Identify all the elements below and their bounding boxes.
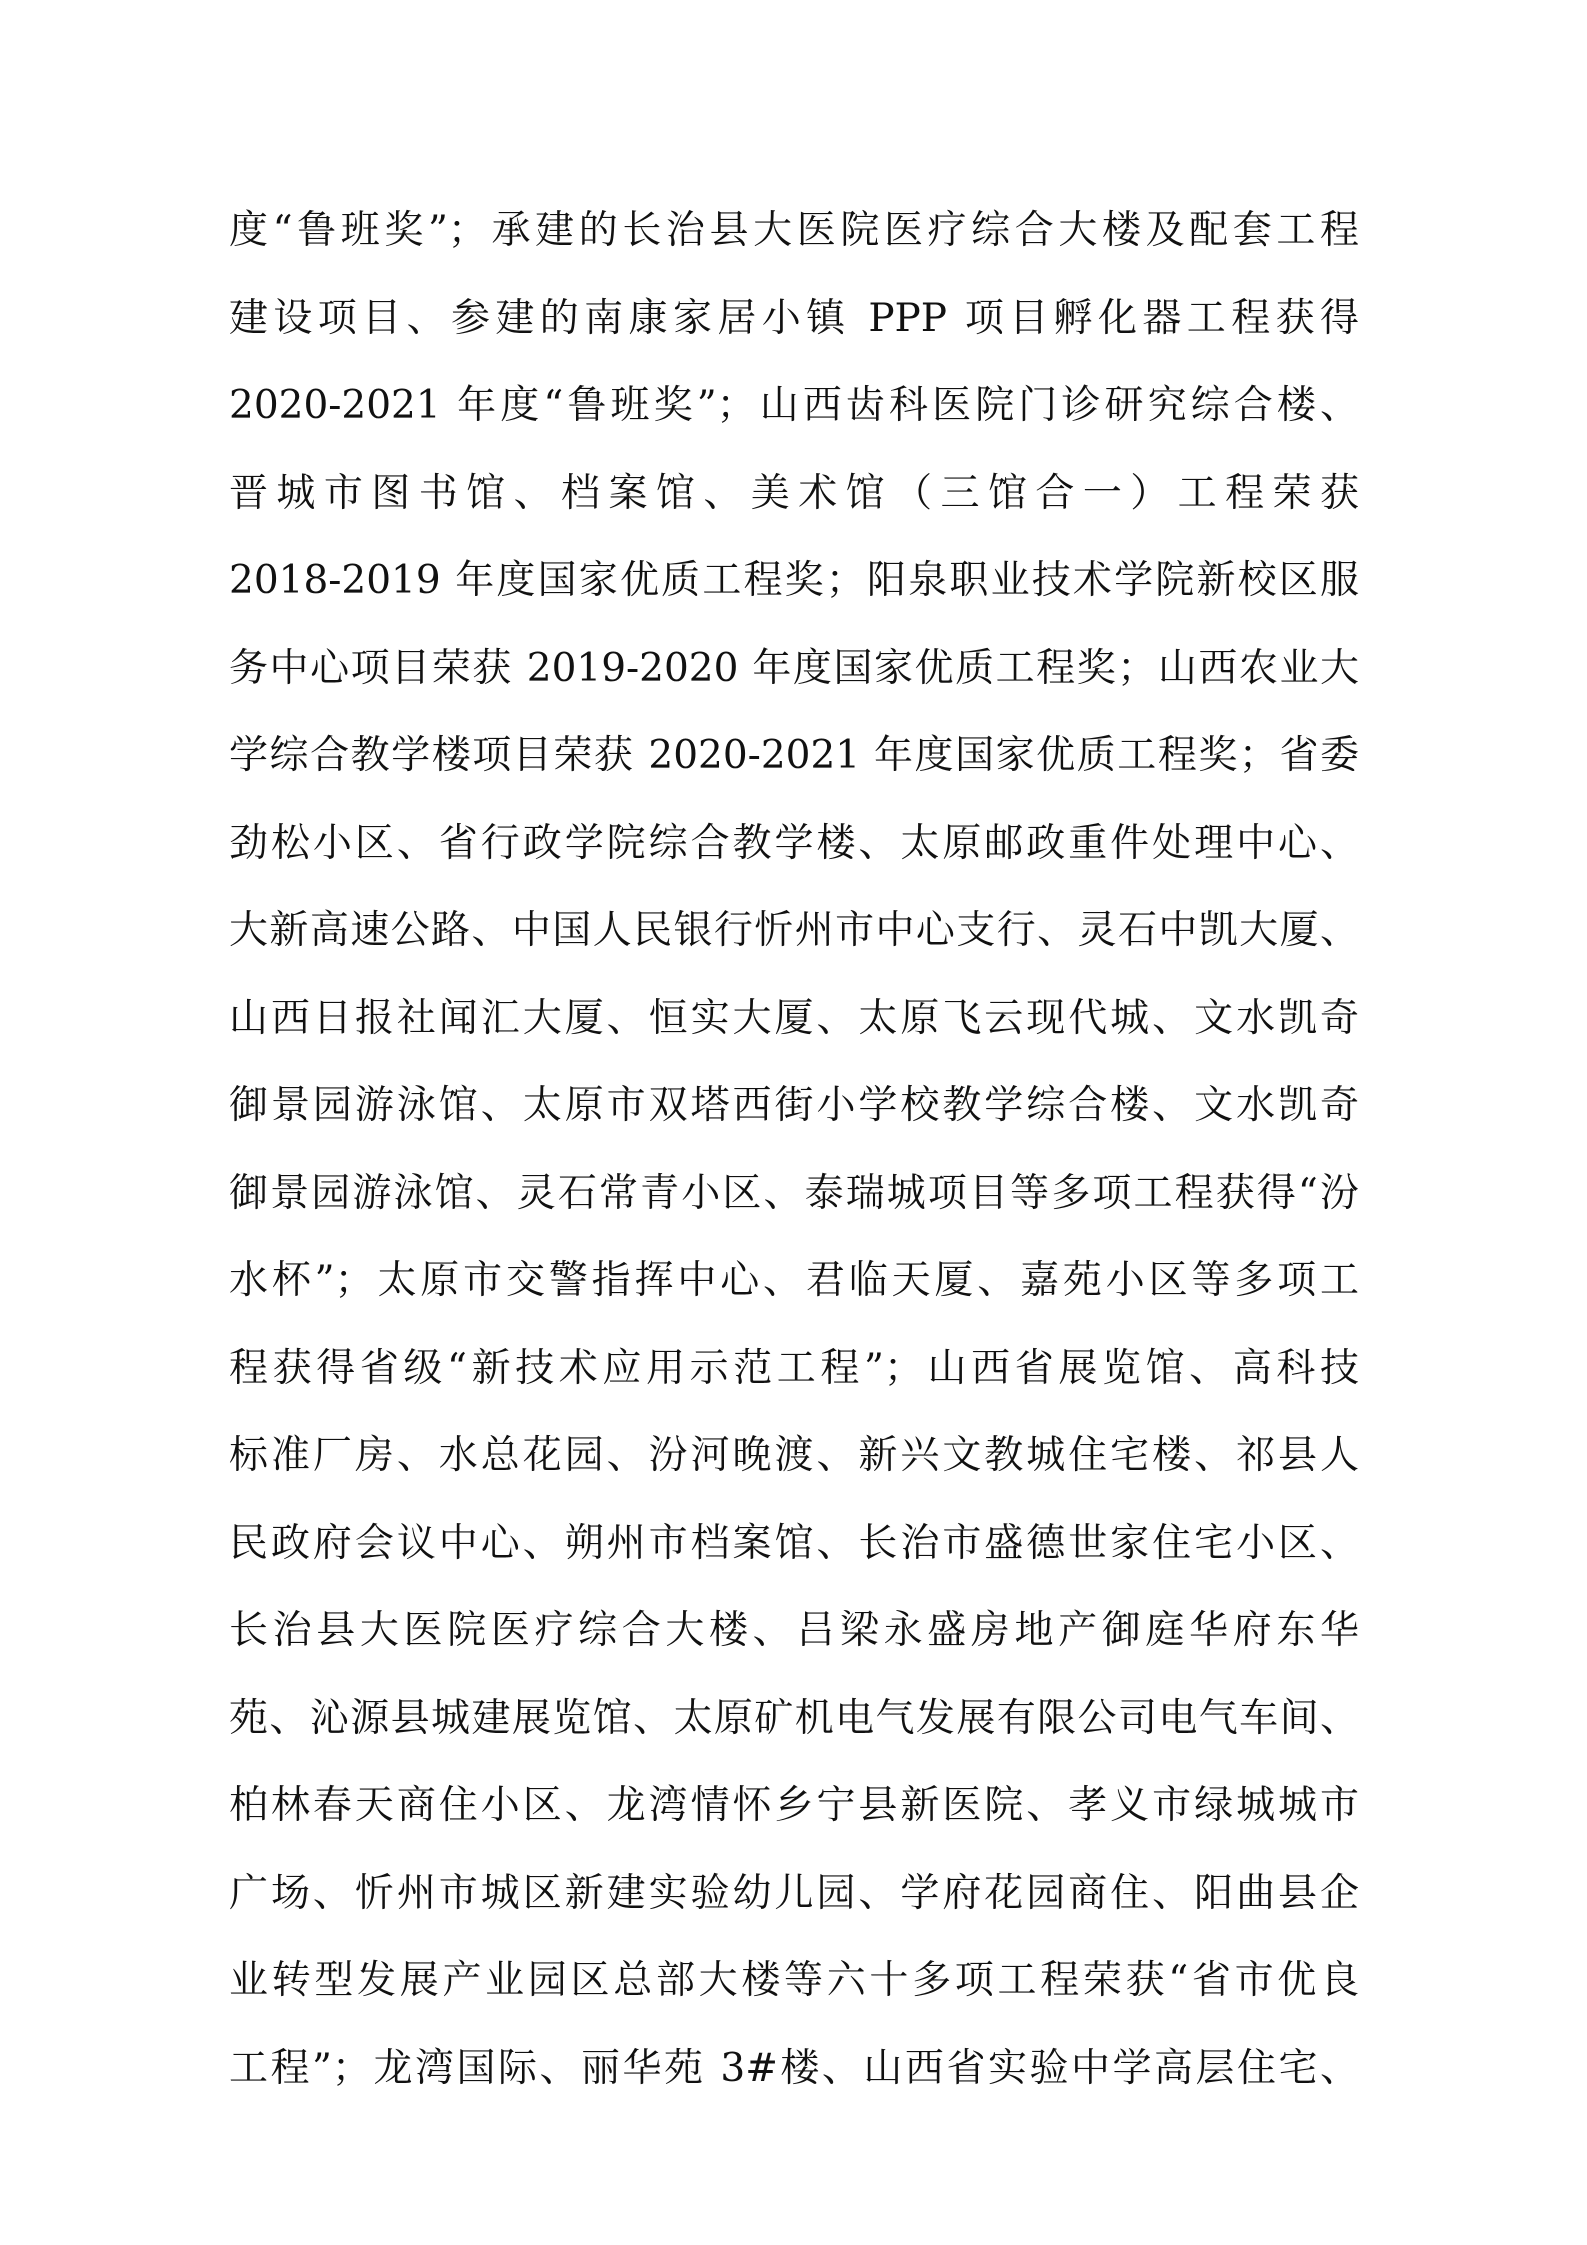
text-line: 度“鲁班奖”；承建的长治县大医院医疗综合大楼及配套工程	[229, 208, 1359, 253]
text-line: 标准厂房、水总花园、汾河晚渡、新兴文教城住宅楼、祁县人	[229, 1433, 1359, 1478]
text-line: 苑、沁源县城建展览馆、太原矿机电气发展有限公司电气车间、	[229, 1695, 1359, 1741]
text-line: 晋城市图书馆、档案馆、美术馆（三馆合一）工程荣获	[229, 470, 1359, 516]
text-line: 2018-2019 年度国家优质工程奖；阳泉职业技术学院新校区服	[229, 558, 1359, 603]
text-line: 御景园游泳馆、灵石常青小区、泰瑞城项目等多项工程获得“汾	[229, 1170, 1359, 1216]
text-line: 工程”；龙湾国际、丽华苑 3#楼、山西省实验中学高层住宅、	[229, 2045, 1359, 2091]
document-page	[229, 204, 1359, 2129]
text-line: 御景园游泳馆、太原市双塔西街小学校教学综合楼、文水凯奇	[229, 1083, 1359, 1128]
text-line: 业转型发展产业园区总部大楼等六十多项工程荣获“省市优良	[229, 1958, 1359, 2003]
text-line: 建设项目、参建的南康家居小镇 PPP 项目孵化器工程获得	[229, 295, 1359, 341]
text-line: 长治县大医院医疗综合大楼、吕梁永盛房地产御庭华府东华	[229, 1608, 1359, 1653]
text-line: 柏林春天商住小区、龙湾情怀乡宁县新医院、孝义市绿城城市	[229, 1783, 1359, 1828]
text-line: 水杯”；太原市交警指挥中心、君临天厦、嘉苑小区等多项工	[229, 1258, 1359, 1303]
text-line: 民政府会议中心、朔州市档案馆、长治市盛德世家住宅小区、	[229, 1520, 1359, 1566]
text-line: 学综合教学楼项目荣获 2020-2021 年度国家优质工程奖；省委	[229, 733, 1359, 778]
text-line: 劲松小区、省行政学院综合教学楼、太原邮政重件处理中心、	[229, 820, 1359, 866]
text-line: 大新高速公路、中国人民银行忻州市中心支行、灵石中凯大厦、	[229, 908, 1359, 953]
text-line: 广场、忻州市城区新建实验幼儿园、学府花园商住、阳曲县企	[229, 1870, 1359, 1916]
text-line: 程获得省级“新技术应用示范工程”；山西省展览馆、高科技	[229, 1345, 1359, 1391]
text-line: 2020-2021 年度“鲁班奖”；山西齿科医院门诊研究综合楼、	[229, 383, 1359, 428]
text-line: 务中心项目荣获 2019-2020 年度国家优质工程奖；山西农业大	[229, 645, 1359, 691]
text-line: 山西日报社闻汇大厦、恒实大厦、太原飞云现代城、文水凯奇	[229, 995, 1359, 1041]
